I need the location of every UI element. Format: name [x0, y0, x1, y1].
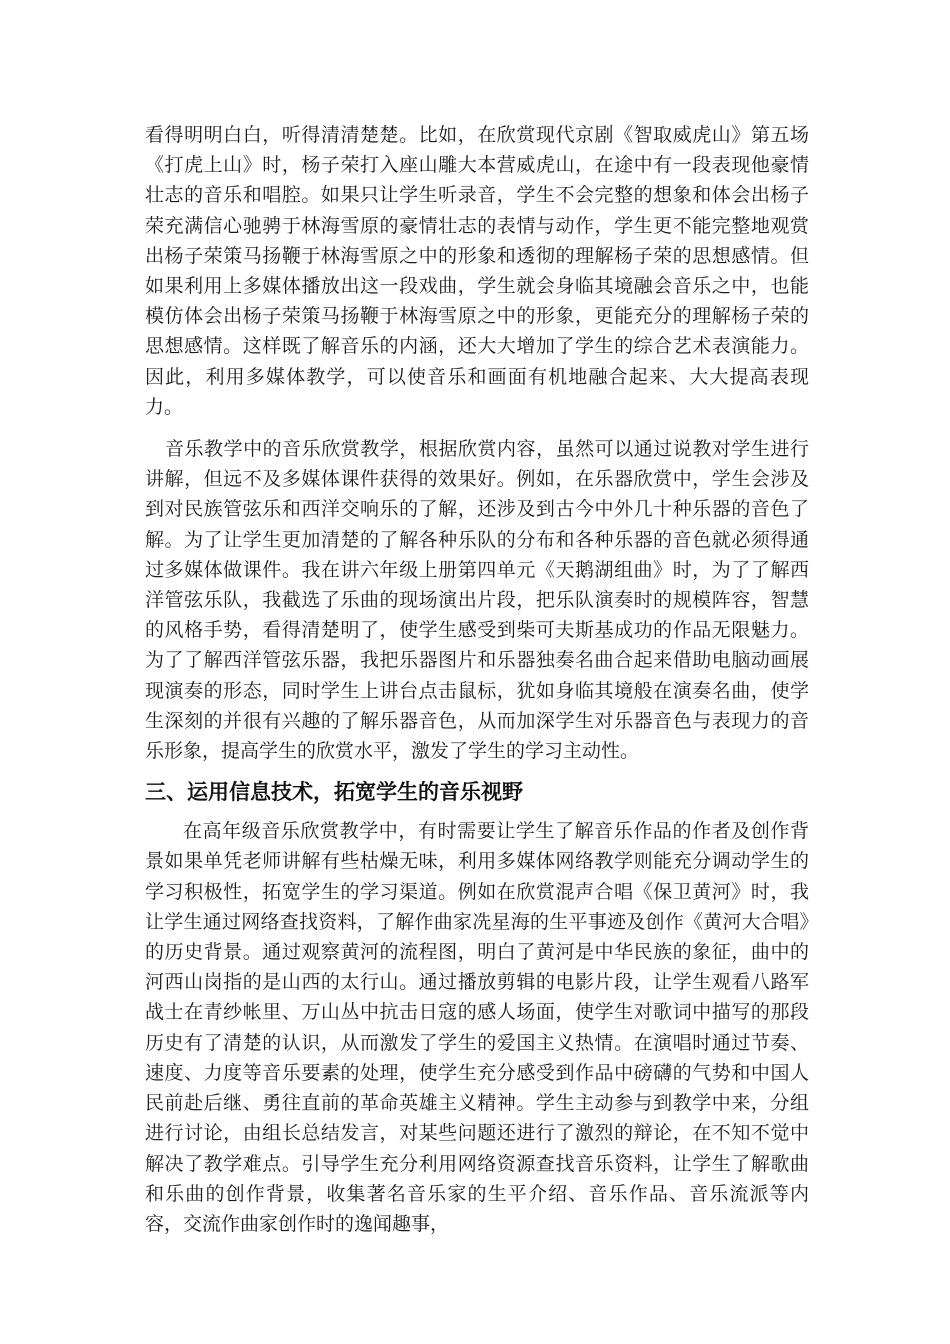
paragraph-gap: [145, 422, 809, 434]
paragraph-opera-example: 看得明明白白，听得清清楚楚。比如，在欣赏现代京剧《智取威虎山》第五场《打虎上山》时，杨子荣打入座山雕大本营威虎山，在途中有一段表现他豪情壮志的音乐和唱腔。如果只让学生听录音，学生不会完整的想象和体会出杨子荣充满信心驰骋于林海雪原的豪情壮志的表情与动作，学生更不能完整地观赏出杨子荣策马扬鞭于林海雪原之中的形象和透彻的理解杨子荣的思想感情。但如果利用上多媒体播放出这一段戏曲，学生就会身临其境融会音乐之中，也能模仿体会出杨子荣策马扬鞭于林海雪原之中的形象，更能充分的理解杨子荣的思想感情。这样既了解音乐的内涵，还大大增加了学生的综合艺术表演能力。因此，利用多媒体教学，可以使音乐和画面有机地融合起来、大大提高表现力。: [145, 124, 809, 418]
paragraph-network-teaching: 在高年级音乐欣赏教学中，有时需要让学生了解音乐作品的作者及创作背景如果单凭老师讲解有些枯燥无味，利用多媒体网络教学则能充分调动学生的学习积极性，拓宽学生的学习渠道。例如在欣赏混声合唱《保卫黄河》时，我让学生通过网络查找资料，了解作曲家冼星海的生平事迹及创作《黄河大合唱》的历史背景。通过观察黄河的流程图，明白了黄河是中华民族的象征，曲中的河西山岗指的是山西的太行山。通过播放剪辑的电影片段，让学生观看八路军战士在青纱帐里、万山丛中抗击日寇的感人场面，使学生对歌词中描写的那段历史有了清楚的认识，从而激发了学生的爱国主义热情。在演唱时通过节奏、速度、力度等音乐要素的处理，使学生充分感受到作品中磅礴的气势和中国人民前赴后继、勇往直前的革命英雄主义精神。学生主动参与到教学中来，分组进行讨论，由组长总结发言，对某些问题还进行了激烈的辩论，在不知不觉中解决了教学难点。引导学生充分利用网络资源查找音乐资料，让学生了解歌曲和乐曲的创作背景，收集著名音乐家的生平介绍、音乐作品、音乐流派等内容，交流作曲家创作时的逸闻趣事，: [145, 820, 809, 1235]
section-heading: 三、运用信息技术，拓宽学生的音乐视野: [145, 780, 523, 805]
document-page: [145, 120, 809, 1239]
paragraph-instrument-appreciation: 音乐教学中的音乐欣赏教学，根据欣赏内容，虽然可以通过说教对学生进行讲解，但远不及多媒体课件获得的效果好。例如，在乐器欣赏中，学生会涉及到对民族管弦乐和西洋交响乐的了解，还涉及到古今中外几十种乐器的音色了解。为了让学生更加清楚的了解各种乐队的分布和各种乐器的音色就必须得通过多媒体做课件。我在讲六年级上册第四单元《天鹅湖组曲》时，为了了解西洋管弦乐队，我截选了乐曲的现场演出片段，把乐队演奏时的规模阵容，智慧的风格手势，看得清楚明了，使学生感受到柴可夫斯基成功的作品无限魅力。为了了解西洋管弦乐器，我把乐器图片和乐器独奏名曲合起来借助电脑动画展现演奏的形态，同时学生上讲台点击鼠标，犹如身临其境般在演奏名曲，使学生深刻的并很有兴趣的了解乐器音色，从而加深学生对乐器音色与表现力的音乐形象，提高学生的欣赏水平，激发了学生的学习主动性。: [145, 438, 809, 763]
